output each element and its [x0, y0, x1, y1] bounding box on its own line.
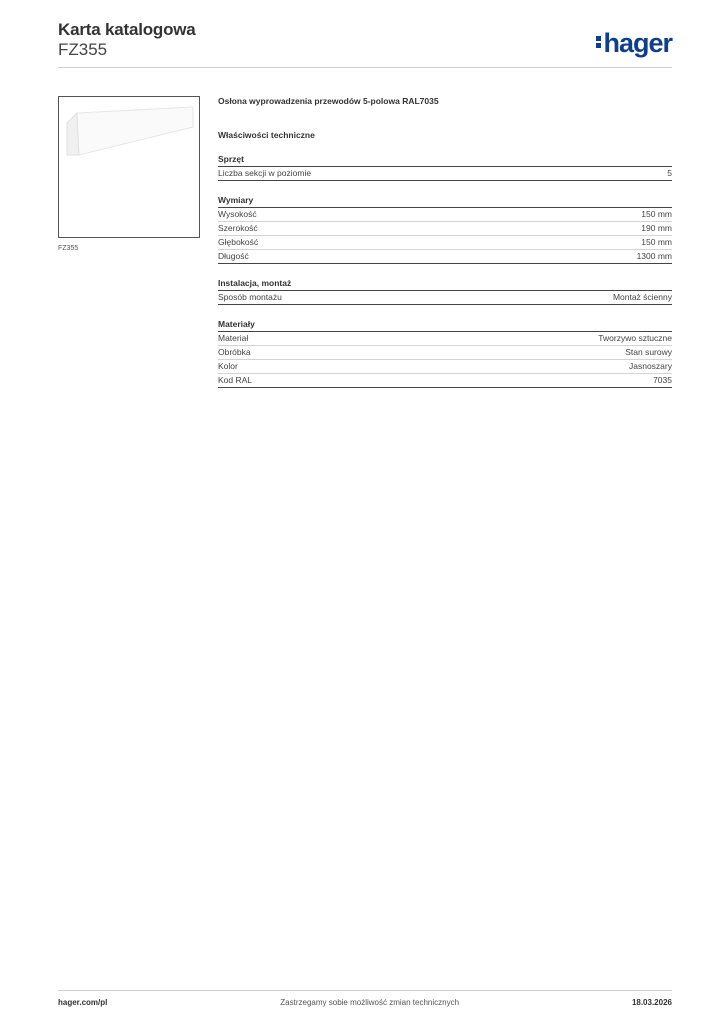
- section-materials: [218, 319, 672, 388]
- spec-label: Szerokość: [218, 223, 258, 233]
- spec-label: Sposób montażu: [218, 292, 282, 302]
- footer-notice: Zastrzegamy sobie możliwość zmian technicznych: [280, 998, 460, 1007]
- spec-value: 190 mm: [641, 223, 672, 233]
- header-divider: [58, 67, 672, 68]
- document-header: [58, 20, 672, 68]
- spec-row: [218, 332, 672, 346]
- technical-properties-heading: Właściwości techniczne: [218, 130, 315, 140]
- product-name: Osłona wyprowadzenia przewodów 5-polowa RAL7035: [218, 96, 439, 106]
- spec-row: [218, 236, 672, 250]
- spec-row: [218, 250, 672, 264]
- section-title: Sprzęt: [218, 154, 672, 167]
- spec-row: [218, 374, 672, 388]
- spec-label: Materiał: [218, 333, 249, 343]
- spec-label: Wysokość: [218, 209, 257, 219]
- spec-label: Długość: [218, 251, 249, 261]
- document-title: Karta katalogowa: [58, 20, 196, 39]
- spec-value: 1300 mm: [636, 251, 672, 261]
- product-code: FZ355: [58, 40, 108, 59]
- spec-label: Obróbka: [218, 347, 251, 357]
- spec-label: Liczba sekcji w poziomie: [218, 168, 312, 178]
- spec-value: 150 mm: [641, 209, 672, 219]
- footer-date: 18.03.2026: [631, 998, 672, 1007]
- spec-value: 7035: [653, 375, 672, 385]
- spec-value: Stan surowy: [625, 347, 672, 357]
- spec-row: [218, 167, 672, 181]
- spec-row: [218, 360, 672, 374]
- product-details: [218, 96, 672, 388]
- spec-value: 150 mm: [641, 237, 672, 247]
- spec-label: Kod RAL: [218, 375, 253, 385]
- spec-row: [218, 346, 672, 360]
- section-installation: [218, 278, 672, 305]
- cable-cover-illustration: [59, 97, 199, 237]
- section-dimensions: [218, 195, 672, 264]
- spec-value: Tworzywo sztuczne: [598, 333, 672, 343]
- footer-divider: [58, 990, 672, 991]
- spec-value: Montaż ścienny: [612, 292, 672, 302]
- section-title: Wymiary: [218, 195, 672, 208]
- footer-website-link[interactable]: hager.com/pl: [58, 998, 108, 1007]
- spec-row: [218, 222, 672, 236]
- image-caption: FZ355: [58, 245, 79, 252]
- product-image: [58, 96, 200, 238]
- logo-dots-icon: [596, 34, 601, 50]
- spec-row: [218, 208, 672, 222]
- section-title: Materiały: [218, 319, 672, 332]
- section-title: Instalacja, montaż: [218, 278, 672, 291]
- spec-value: 5: [667, 168, 672, 178]
- spec-value: Jasnoszary: [629, 361, 672, 371]
- hager-logo: hager: [596, 28, 672, 59]
- section-equipment: [218, 154, 672, 181]
- spec-row: [218, 291, 672, 305]
- document-footer: [58, 998, 672, 1007]
- spec-label: Głębokość: [218, 237, 259, 247]
- spec-label: Kolor: [218, 361, 238, 371]
